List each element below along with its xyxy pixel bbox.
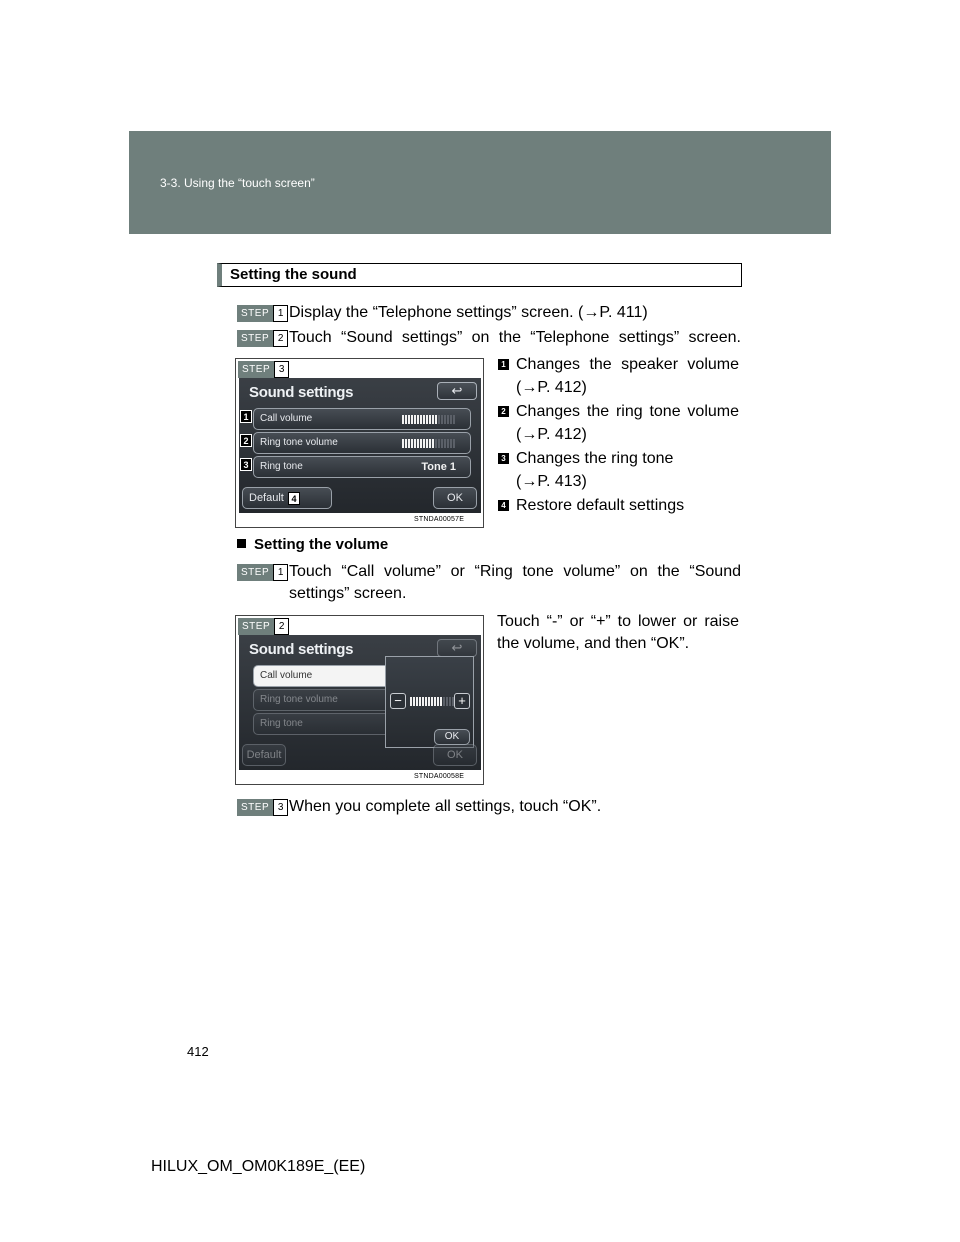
screen-title: Sound settings — [249, 641, 354, 658]
step-number: 2 — [274, 618, 289, 635]
plus-icon: + — [458, 693, 466, 708]
popup-ok-button[interactable] — [434, 729, 470, 745]
volume-step-2-line2: the volume, and then “OK”. — [497, 635, 690, 652]
step-word: STEP — [238, 361, 274, 378]
step-tag — [238, 361, 289, 378]
ok-label: OK — [447, 749, 463, 761]
default-button[interactable] — [242, 487, 332, 509]
volume-step-1-line1: Touch “Call volume” or “Ring tone volume” on the “Sound — [289, 563, 741, 580]
row-label: Ring tone — [260, 461, 303, 472]
back-icon: ↩ — [451, 640, 463, 655]
screenshot-volume-popup — [235, 615, 484, 785]
ok-button[interactable] — [433, 487, 477, 509]
default-label: Default — [246, 749, 282, 761]
ring-tone-button[interactable] — [253, 713, 393, 735]
legend-2-text: Changes the ring tone volume — [516, 403, 739, 420]
ring-tone-button[interactable] — [253, 456, 471, 478]
step-tag — [237, 799, 288, 816]
step-word: STEP — [237, 330, 273, 347]
ring-tone-value: Tone 1 — [421, 461, 456, 473]
step-tag — [237, 305, 288, 322]
call-volume-button-selected[interactable] — [253, 665, 393, 687]
document-code: HILUX_OM_OM0K189E_(EE) — [151, 1158, 366, 1175]
volume-bar — [402, 415, 455, 424]
call-volume-button[interactable] — [253, 408, 471, 430]
row-label: Ring tone volume — [260, 437, 338, 448]
back-icon: ↩ — [451, 383, 463, 398]
step-word: STEP — [238, 618, 274, 635]
volume-step-1-line2: settings” screen. — [289, 585, 407, 602]
back-button[interactable] — [437, 382, 477, 400]
back-button[interactable] — [437, 639, 477, 657]
screen-title: Sound settings — [249, 384, 354, 401]
subsection-title — [237, 536, 388, 553]
step-tag — [237, 330, 288, 347]
row-label: Ring tone — [260, 718, 303, 729]
ok-button[interactable] — [433, 744, 477, 766]
step-tag — [238, 618, 289, 635]
bullet-square-icon — [237, 539, 246, 548]
legend-1-text: Changes the speaker volume — [516, 356, 739, 373]
step-1-text: Display the “Telephone settings” screen. (→P. 411) — [289, 304, 648, 321]
subsection-title-text: Setting the volume — [254, 536, 389, 553]
volume-bar — [410, 697, 457, 706]
default-button[interactable] — [242, 744, 286, 766]
legend-num: 4 — [498, 500, 509, 511]
step-word: STEP — [237, 564, 273, 581]
legend-2-ref: (→P. 412) — [516, 426, 587, 443]
sound-settings-screen — [239, 378, 481, 513]
row-label: Call volume — [260, 413, 313, 424]
row-label: Ring tone volume — [260, 694, 338, 705]
step-tag — [237, 564, 288, 581]
minus-button[interactable] — [390, 693, 406, 709]
volume-step-2-line1: Touch “-” or “+” to lower or raise — [497, 613, 739, 630]
plus-button[interactable] — [454, 693, 470, 709]
legend-1-ref: (→P. 412) — [516, 379, 587, 396]
step-number: 3 — [273, 799, 288, 816]
legend-num: 1 — [498, 359, 509, 370]
callout-1: 1 — [240, 410, 252, 423]
ring-tone-volume-button[interactable] — [253, 689, 393, 711]
volume-popup-screen — [239, 635, 481, 770]
image-code: STNDA00057E — [414, 516, 465, 523]
callout-3: 3 — [240, 458, 252, 471]
step-number: 1 — [273, 305, 288, 322]
volume-bar — [402, 439, 455, 448]
section-breadcrumb: 3-3. Using the “touch screen” — [160, 176, 315, 190]
minus-icon: − — [394, 693, 402, 708]
callout-2: 2 — [240, 434, 252, 447]
step-number: 3 — [274, 361, 289, 378]
legend-3-ref: (→P. 413) — [516, 473, 587, 490]
page-number: 412 — [187, 1044, 209, 1059]
legend-num: 3 — [498, 453, 509, 464]
ring-tone-volume-button[interactable] — [253, 432, 471, 454]
callout-4: 4 — [288, 492, 300, 505]
screenshot-sound-settings — [235, 358, 484, 528]
row-label: Call volume — [260, 670, 313, 681]
step-number: 2 — [273, 330, 288, 347]
volume-popup — [385, 656, 474, 748]
legend-4-text: Restore default settings — [516, 497, 685, 514]
step-number: 1 — [273, 564, 288, 581]
step-2-text: Touch “Sound settings” on the “Telephone settings” screen. — [289, 329, 741, 346]
step-word: STEP — [237, 799, 273, 816]
legend-num: 2 — [498, 406, 509, 417]
section-title: Setting the sound — [217, 263, 742, 287]
step-3-text: When you complete all settings, touch “OK”. — [289, 798, 602, 815]
default-label: Default — [249, 492, 284, 504]
ok-label: OK — [447, 492, 463, 504]
legend-3-text: Changes the ring tone — [516, 450, 674, 467]
image-code: STNDA00058E — [414, 773, 465, 780]
popup-ok-label: OK — [444, 731, 460, 742]
step-word: STEP — [237, 305, 273, 322]
